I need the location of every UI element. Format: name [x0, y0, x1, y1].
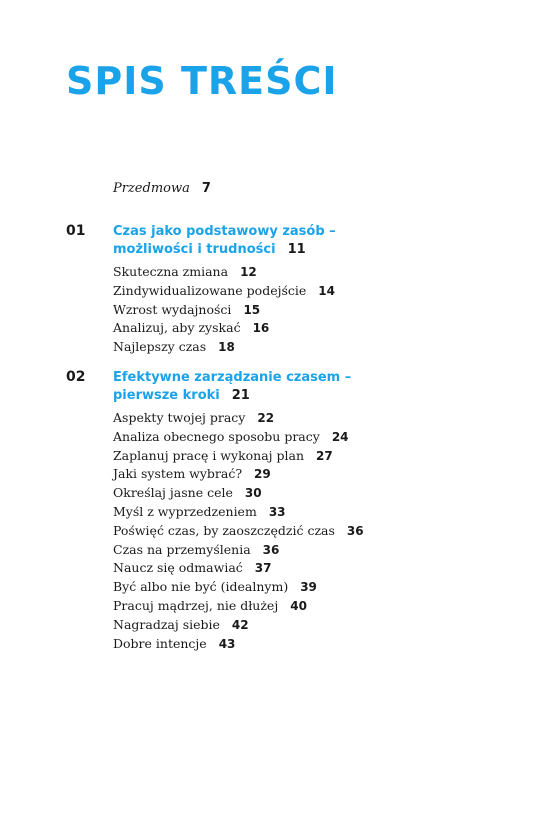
section-page-number: 15 — [243, 302, 261, 317]
section-label: Zaplanuj pracę i wykonaj plan — [113, 447, 305, 463]
section-entry[interactable] — [113, 465, 364, 484]
section-entry[interactable] — [113, 319, 335, 338]
chapter-title-entry[interactable] — [113, 223, 413, 259]
section-page-number: 12 — [240, 265, 257, 279]
section-page-number: 30 — [244, 486, 262, 501]
section-entry[interactable] — [113, 263, 335, 282]
preface-page-number: 7 — [201, 181, 211, 196]
section-list — [113, 263, 335, 357]
section-page-number: 43 — [218, 636, 236, 651]
section-entry[interactable] — [113, 616, 364, 635]
section-label: Zindywidualizowane podejście — [113, 282, 307, 298]
section-page-number: 36 — [346, 523, 364, 538]
section-page-number: 42 — [231, 617, 249, 632]
section-entry[interactable] — [113, 428, 364, 447]
chapter-number: 02 — [66, 369, 86, 385]
section-label: Analizuj, aby zyskać — [113, 320, 241, 336]
section-label: Poświęć czas, by zaoszczędzić czas — [113, 522, 335, 538]
section-entry[interactable] — [113, 559, 364, 578]
section-label: Czas na przemyślenia — [113, 541, 251, 557]
section-label: Myśl z wyprzedzeniem — [113, 503, 257, 519]
section-entry[interactable] — [113, 301, 335, 320]
section-entry[interactable] — [113, 541, 364, 560]
preface-label: Przedmowa — [113, 181, 190, 196]
section-label: Aspekty twojej pracy — [113, 410, 246, 425]
section-entry[interactable] — [113, 282, 335, 301]
chapter-title: Czas jako podstawowy zasób – możliwości i trudności — [113, 224, 336, 257]
section-page-number: 14 — [318, 283, 335, 298]
section-page-number: 16 — [252, 321, 270, 336]
chapter-number: 01 — [66, 223, 86, 239]
page-title: SPIS TREŚCI — [66, 59, 338, 103]
section-entry[interactable] — [113, 338, 335, 357]
section-label: Analiza obecnego sposobu pracy — [113, 428, 320, 444]
section-label: Naucz się odmawiać — [113, 560, 243, 576]
section-label: Najlepszy czas — [113, 339, 207, 355]
chapter-page-number: 21 — [231, 388, 250, 403]
section-entry[interactable] — [113, 484, 364, 503]
section-label: Jaki system wybrać? — [113, 466, 243, 482]
section-label: Skuteczna zmiana — [113, 264, 229, 279]
chapter-title-entry[interactable] — [113, 369, 413, 405]
chapter-page-number: 11 — [287, 242, 306, 257]
section-page-number: 29 — [254, 467, 271, 482]
section-entry[interactable] — [113, 503, 364, 522]
preface-entry[interactable] — [113, 181, 211, 196]
section-page-number: 39 — [300, 580, 317, 595]
section-entry[interactable] — [113, 447, 364, 466]
section-label: Wzrost wydajności — [113, 301, 232, 317]
section-page-number: 33 — [268, 504, 286, 519]
section-label: Określaj jasne cele — [113, 485, 233, 501]
section-page-number: 40 — [290, 598, 307, 613]
section-page-number: 37 — [254, 561, 272, 576]
section-entry[interactable] — [113, 597, 364, 616]
section-page-number: 24 — [331, 429, 349, 444]
section-entry[interactable] — [113, 578, 364, 597]
section-entry[interactable] — [113, 635, 364, 654]
chapter-title: Efektywne zarządzanie czasem – pierwsze kroki — [113, 370, 352, 403]
section-entry[interactable] — [113, 409, 364, 428]
section-label: Pracuj mądrzej, nie dłużej — [113, 597, 279, 613]
section-entry[interactable] — [113, 522, 364, 541]
section-list — [113, 409, 364, 653]
section-page-number: 18 — [218, 340, 235, 355]
section-page-number: 22 — [257, 411, 275, 425]
section-label: Nagradzaj siebie — [113, 616, 220, 632]
section-page-number: 27 — [316, 448, 333, 463]
section-page-number: 36 — [262, 542, 280, 557]
section-label: Być albo nie być (idealnym) — [113, 579, 289, 595]
section-label: Dobre intencje — [113, 635, 207, 651]
